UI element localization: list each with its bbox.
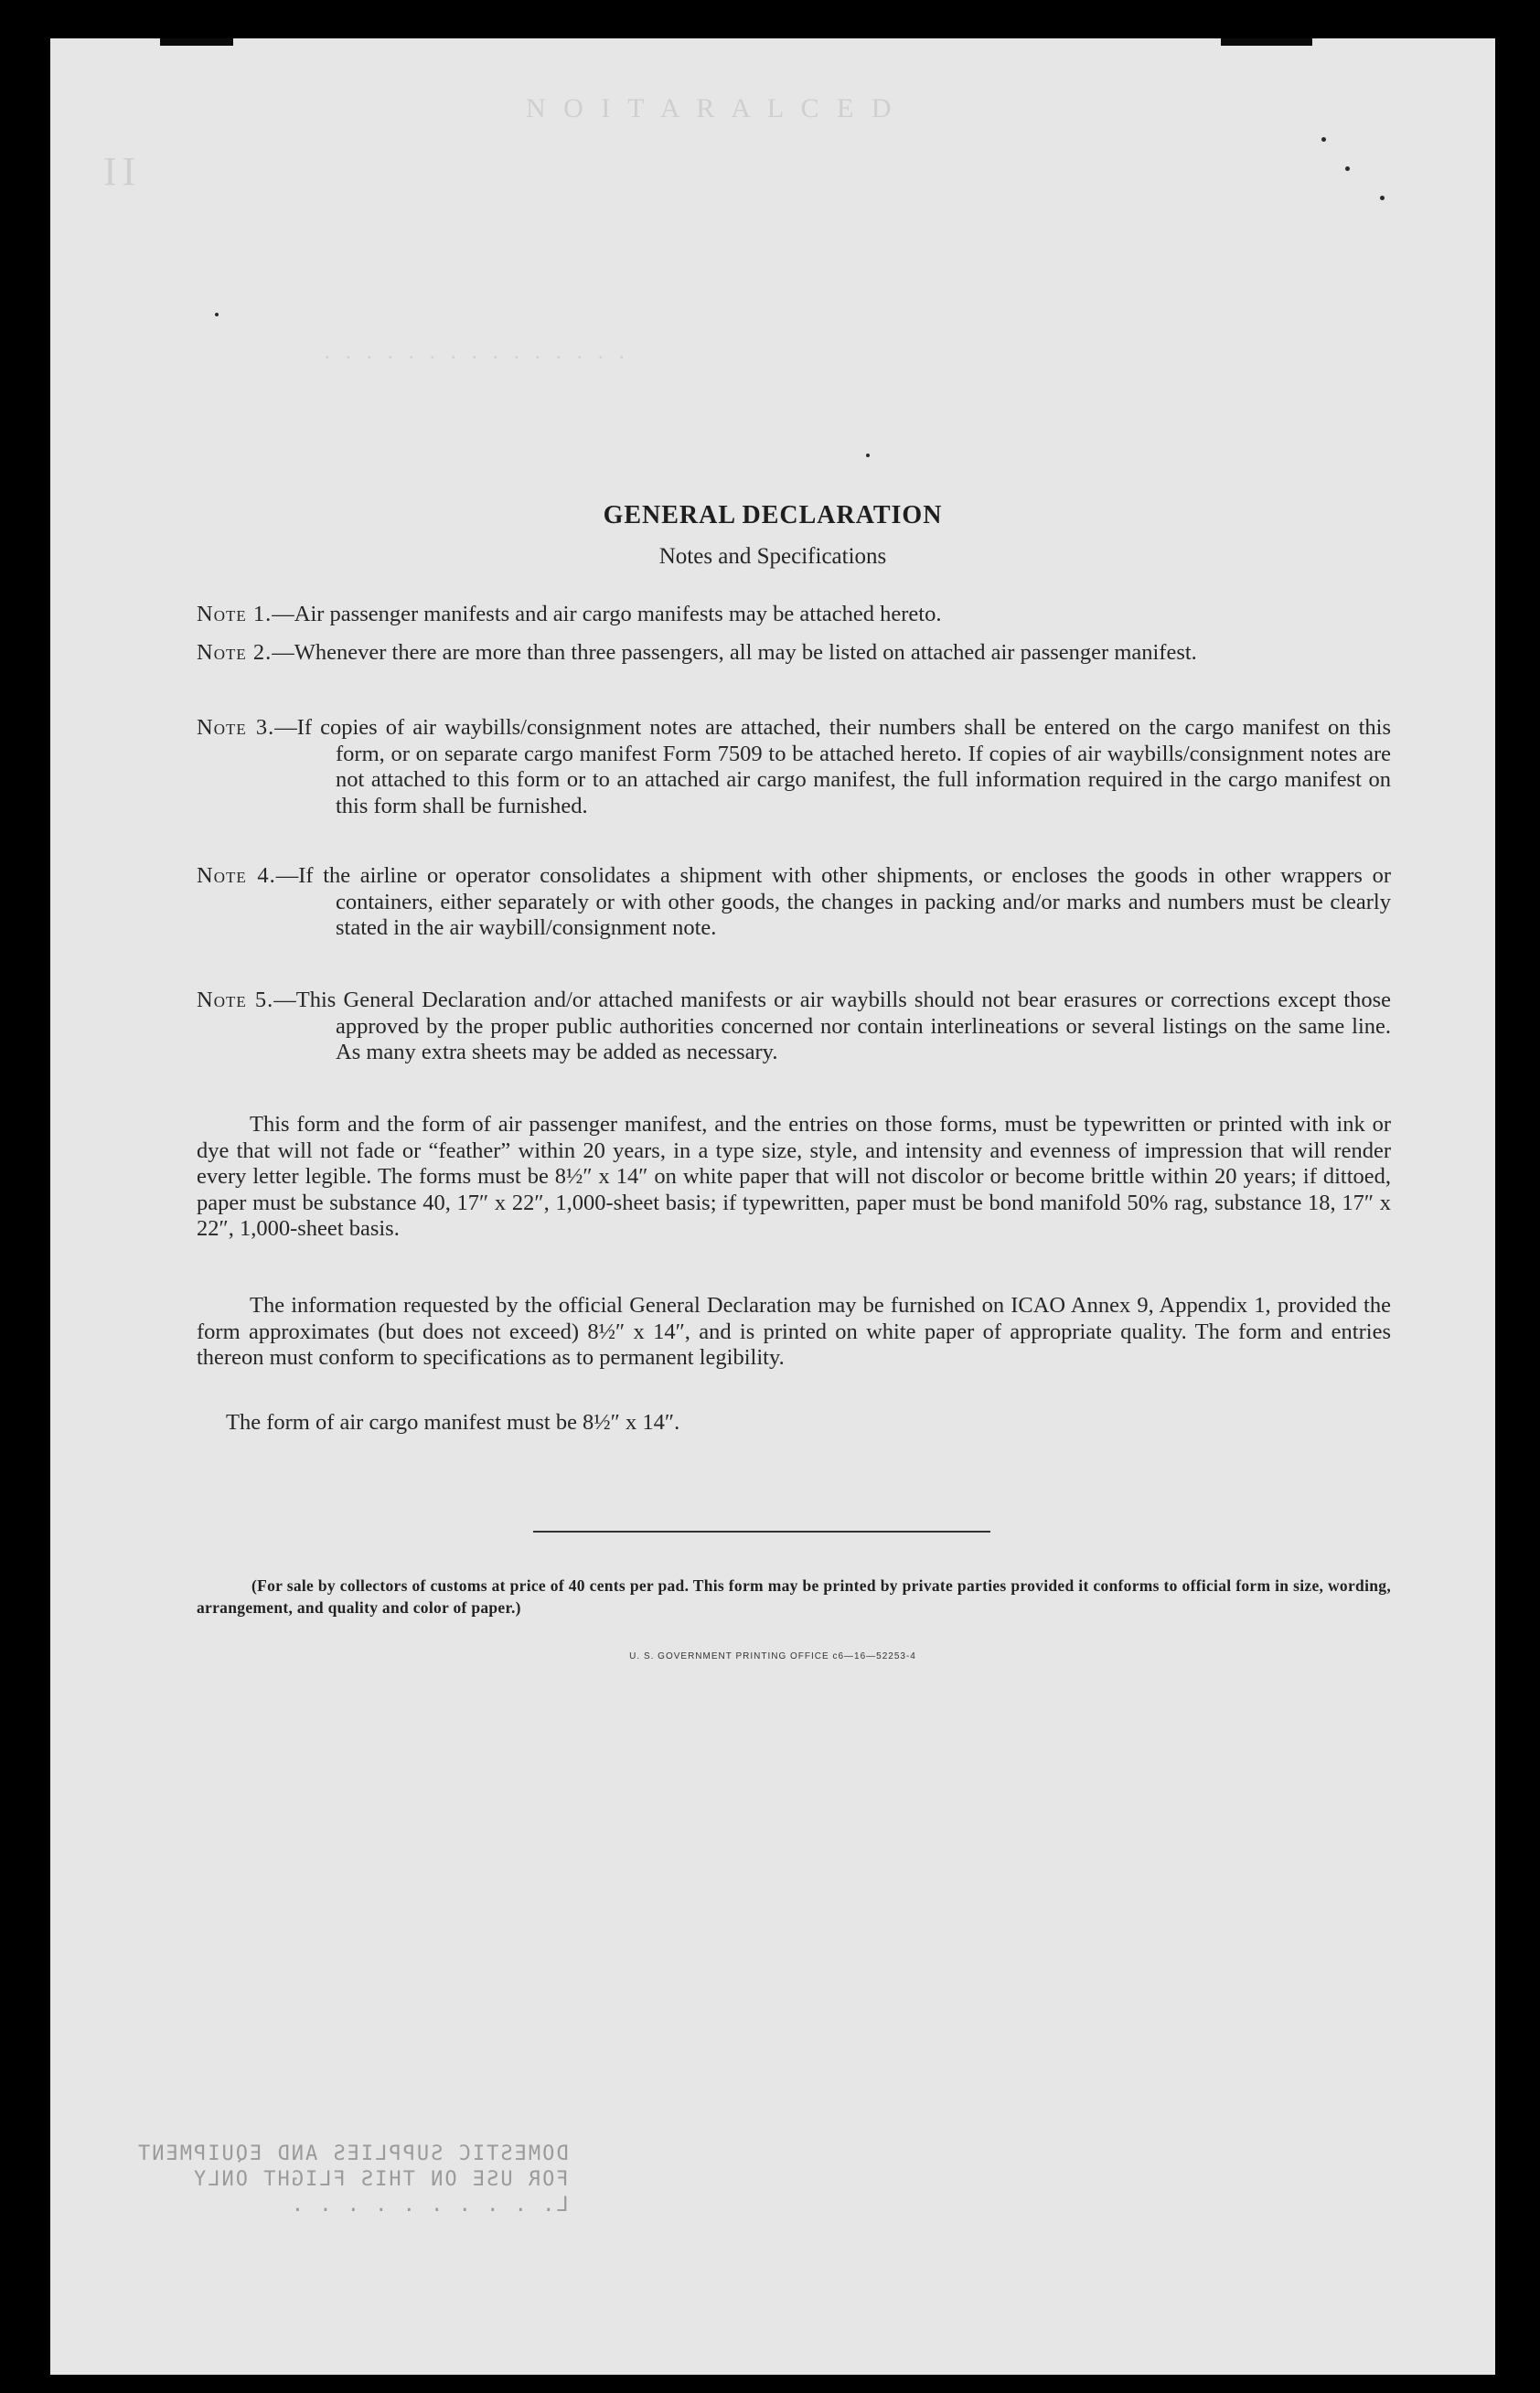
note-1 [197, 602, 1391, 628]
bleed-through-text: II [103, 149, 142, 194]
note-5 [197, 988, 1391, 1066]
note-label: Note 4. [197, 863, 276, 888]
paragraph-cargo-size: The form of air cargo manifest must be 8½″ x 14″. [226, 1410, 680, 1435]
paragraph-icao: The information requested by the official General Declaration may be furnished on ICAO Annex 9, Appendix 1, provided the form approximates (but does not exceed) 8½″ x 14″, and is printed on white paper of appropriate quality. The form and entries thereon must conform to specifications as to permanent legibility. [197, 1293, 1391, 1370]
speck [1345, 166, 1350, 171]
note-label: Note 2. [197, 640, 273, 665]
note-label: Note 1. [197, 602, 273, 626]
divider-rule [533, 1531, 990, 1533]
mirrored-stamp-bleed: DOMESTIC SUPPLIES AND EQUIPMENT FOR USE ON THIS FLIGHT ONLY L. . . . . . . . . . [136, 2142, 569, 2217]
note-text: —This General Declaration and/or attached manifests or air waybills should not bear erasures or corrections except those approved by the proper public authorities concerned nor contain interlineations or several listings on the same line. As many extra sheets may be added as necessary. [273, 988, 1391, 1064]
note-label: Note 5. [197, 988, 274, 1012]
note-text: —Whenever there are more than three passengers, all may be listed on attached air passenger manifest. [272, 640, 1197, 665]
page-subtitle: Notes and Specifications [658, 544, 887, 569]
note-2 [197, 640, 1391, 667]
note-text: —If copies of air waybills/consignment notes are attached, their numbers shall be entered on the cargo manifest on this form, or on separate cargo manifest Form 7509 to be attached hereto. If copies of air waybills/consignment notes are not attached to this form or to an attached air cargo manifest, the full information required in the cargo manifest on this form shall be furnished. [274, 715, 1391, 818]
page-title: GENERAL DECLARATION [603, 501, 943, 529]
speck [215, 313, 219, 316]
document-page [50, 38, 1495, 2375]
scan-edge-mark [1221, 38, 1312, 46]
note-label: Note 3. [197, 715, 275, 740]
note-text: —Air passenger manifests and air cargo manifests may be attached hereto. [272, 602, 942, 626]
bleed-through-text: . . . . . . . . . . . . . . . [325, 340, 630, 363]
speck [1380, 196, 1385, 200]
note-text: —If the airline or operator consolidates a shipment with other shipments, or encloses the goods in other wrappers or containers, either separately or with other goods, the changes in packing and/or marks and numbers must be clearly stated in the air waybill/consignment note. [275, 863, 1392, 940]
paragraph-paper-specs: This form and the form of air passenger manifest, and the entries on those forms, must be typewritten or printed with ink or dye that will not fade or “feather” within 20 years, in a type size, style, and intensity and evenness of impression that will render every letter legible. The forms must be 8½″ x 14″ on white paper that will not discolor or become brittle within 20 years; if dittoed, paper must be substance 40, 17″ x 22″, 1,000-sheet basis; if typewritten, paper must be bond manifold 50% rag, substance 18, 17″ x 22″, 1,000-sheet basis. [197, 1112, 1391, 1241]
scan-edge-mark [160, 38, 233, 46]
note-4 [197, 863, 1391, 942]
bleed-through-text: N O I T A R A L C E D [526, 93, 897, 123]
speck [866, 454, 870, 457]
speck [1321, 137, 1326, 142]
sale-note: (For sale by collectors of customs at price of 40 cents per pad. This form may be printed by private parties provided it conforms to official form in size, wording, arrangement, and quality and color of paper.) [197, 1576, 1391, 1617]
note-3 [197, 715, 1391, 819]
printer-imprint: U. S. GOVERNMENT PRINTING OFFICE c6—16—52253-4 [629, 1651, 916, 1661]
